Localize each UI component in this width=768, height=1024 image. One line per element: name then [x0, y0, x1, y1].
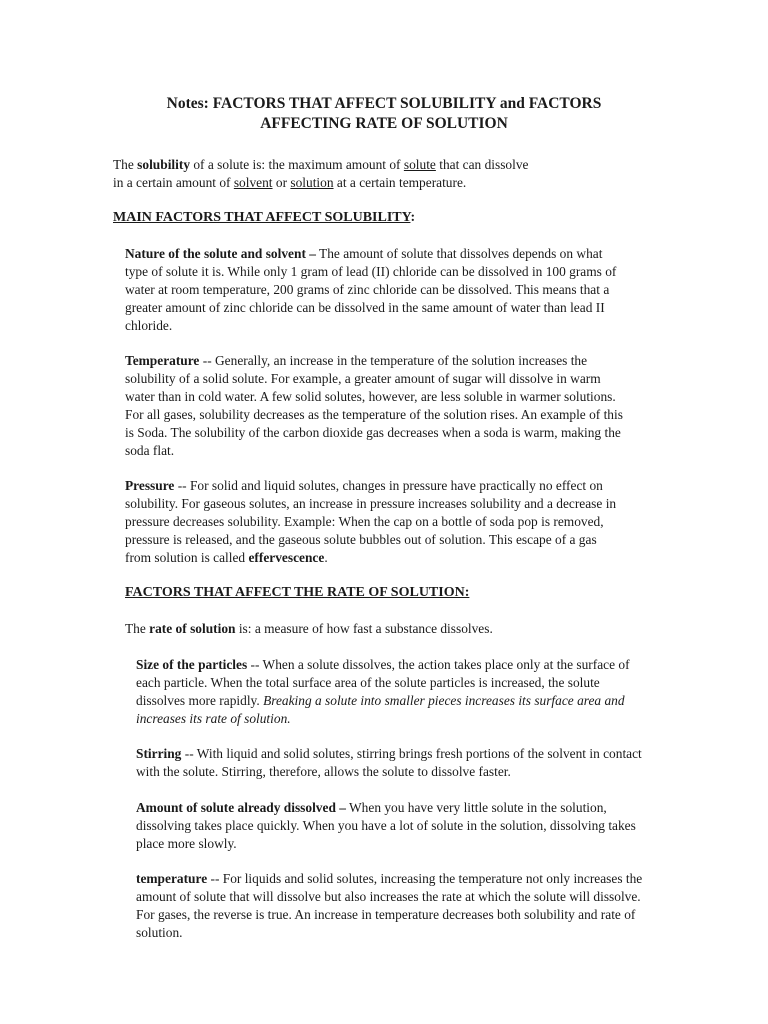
solubility-factors-heading: MAIN FACTORS THAT AFFECT SOLUBILITY: [113, 210, 416, 225]
particle-size-paragraph: Size of the particles -- When a solute dissolves, the action takes place only at the surface of each particle. When the total surface area of the solute particles is increased, the solute dissolves more rapidly. Breaking a solute into smaller pieces increases its surface area and increases its rate of solution. [136, 657, 630, 726]
title-line-1: Notes: FACTORS THAT AFFECT SOLUBILITY and FACTORS [166, 95, 602, 112]
pressure-paragraph: Pressure -- For solid and liquid solutes, changes in pressure have practically no effect on solubility. For gaseous solutes, an increase in pressure increases solubility and a decrease in pressure decreases solubility. Example: When the cap on a bottle of soda pop is removed, pressure is released, and the gaseous solute bubbles out of solution. This escape of a gas from solution is called effervescence. [125, 478, 617, 565]
pressure-term: Pressure [125, 478, 175, 493]
solubility-term: solubility [137, 157, 191, 172]
solubility-definition: The solubility of a solute is: the maximum amount of solute that can dissolve in a certain amount of solvent or solution at a certain temperature. [113, 157, 529, 190]
temperature-paragraph: Temperature -- Generally, an increase in the temperature of the solution increases the solubility of a solid solute. For example, a greater amount of sugar will dissolve in warm water than in cold water. A few solid solutes, however, are less soluble in warmer solutions. For all gases, solubility decreases as the temperature of the solution rises. An example of this is Soda. The solubility of the carbon dioxide gas decreases when a soda is warm, making the soda flat. [125, 353, 623, 458]
stirring-term: Stirring [136, 746, 182, 761]
nature-paragraph: Nature of the solute and solvent – The amount of solute that dissolves depends on what type of solute it is. While only 1 gram of lead (II) chloride can be dissolved in 100 grams of water at room temperature, 200 grams of zinc chloride can be dissolved. This means that a greater amount of zinc chloride can be dissolved in the same amount of water than lead II chloride. [125, 246, 617, 333]
stirring-paragraph: Stirring -- With liquid and solid solutes, stirring brings fresh portions of the solvent in contact with the solute. Stirring, therefore, allows the solute to dissolve faster. [136, 746, 642, 779]
solute-word: solute [403, 157, 436, 172]
title-line-2: AFFECTING RATE OF SOLUTION [260, 115, 508, 132]
temperature-term: Temperature [125, 353, 200, 368]
temperature-rate-term: temperature [136, 871, 208, 886]
particle-size-term: Size of the particles [136, 657, 248, 672]
effervescence-term: effervescence [248, 549, 325, 565]
temperature-rate-paragraph: temperature -- For liquids and solid solutes, increasing the temperature not only increases the amount of solute that will dissolve but also increases the rate at which the solute will dissolve. For gases, the reverse is true. An increase in temperature decreases both solubility and rate of solution. [136, 871, 643, 940]
rate-factors-heading: FACTORS THAT AFFECT THE RATE OF SOLUTION: [125, 585, 470, 600]
rate-of-solution-term: rate of solution [149, 621, 236, 636]
solution-word: solution [290, 174, 334, 190]
page-title [100, 94, 668, 134]
solvent-word: solvent [233, 174, 273, 190]
amount-dissolved-term: Amount of solute already dissolved – [136, 800, 346, 815]
amount-dissolved-paragraph: Amount of solute already dissolved – When you have very little solute in the solution, dissolving takes place quickly. When you have a lot of solute in the solution, dissolving takes place more slowly. [136, 800, 636, 851]
rate-definition: The rate of solution is: a measure of how fast a substance dissolves. [125, 621, 493, 636]
nature-term: Nature of the solute and solvent – [125, 246, 316, 261]
